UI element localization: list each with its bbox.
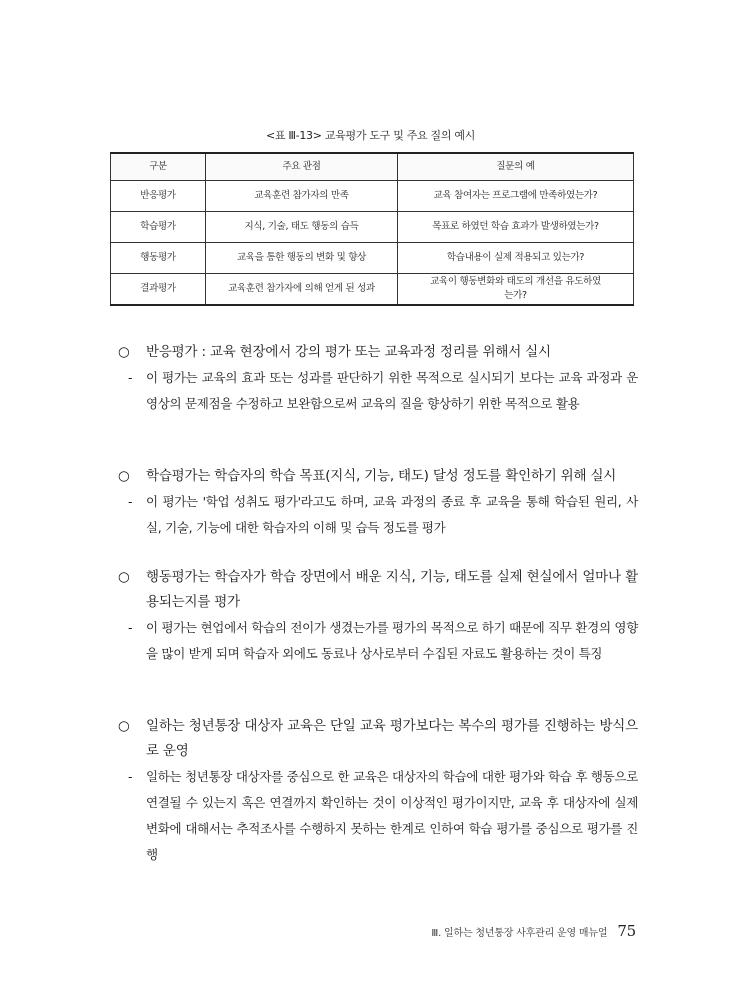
section-behavior-evaluation [118,565,638,667]
bullet-text: 행동평가는 학습자가 학습 장면에서 배운 지식, 기능, 태도를 실제 현실에서 얼마나 활용되는지를 평가 [146,569,638,610]
dash-marker: - [128,494,133,509]
section-detail [118,764,638,868]
table-header-cell: 주요 관점 [206,153,398,181]
table-caption: <표 Ⅲ-13> 교육평가 도구 및 주요 질의 예시 [265,129,476,142]
section-bullet [118,340,638,365]
table-row [111,212,634,243]
table-row [111,181,634,212]
page-footer [431,922,636,940]
circle-bullet-icon: ○ [118,468,130,484]
table-cell: 교육훈련 참가자에 의해 얻게 된 성과 [206,274,398,306]
table-cell: 교육훈련 참가자의 만족 [206,181,398,212]
section-bullet [118,464,638,489]
circle-bullet-icon: ○ [118,569,130,585]
bullet-text: 반응평가 : 교육 현장에서 강의 평가 또는 교육과정 정리를 위해서 실시 [146,344,551,360]
section-bullet [118,565,638,615]
circle-bullet-icon: ○ [118,344,130,360]
table-cell: 행동평가 [111,243,206,274]
table-cell: 교육이 행동변화와 태도의 개선을 유도하였는가? [398,274,634,306]
section-detail [118,489,638,541]
table-header-cell: 구분 [111,153,206,181]
section-youth-account-evaluation [118,714,638,868]
table-cell: 목표로 하였던 학습 효과가 발생하였는가? [398,212,634,243]
table-cell: 반응평가 [111,181,206,212]
section-detail [118,365,638,417]
table-cell: 학습내용이 실제 적용되고 있는가? [398,243,634,274]
table-cell: 교육을 통한 행동의 변화 및 향상 [206,243,398,274]
detail-text: 이 평가는 교육의 효과 또는 성과를 판단하기 위한 목적으로 실시되기 보다는 교육 과정과 운영상의 문제점을 수정하고 보완함으로써 교육의 질을 향상하기 위한 목적으로 활용 [146,370,638,411]
page-number: 75 [617,922,636,940]
table-header-cell: 질문의 예 [398,153,634,181]
section-reaction-evaluation [118,340,638,417]
table-row [111,243,634,274]
table-row [111,274,634,306]
evaluation-table [110,152,634,306]
section-detail [118,615,638,667]
table-header-row [111,153,634,181]
bullet-text: 일하는 청년통장 대상자 교육은 단일 교육 평가보다는 복수의 평가를 진행하는 방식으로 운영 [146,718,638,759]
dash-marker: - [128,620,133,635]
detail-text: 이 평가는 '학업 성취도 평가'라고도 하며, 교육 과정의 종료 후 교육을 통해 학습된 원리, 사실, 기술, 기능에 대한 학습자의 이해 및 습득 정도를 평가 [146,494,638,535]
table-cell: 결과평가 [111,274,206,306]
table-cell: 교육 참여자는 프로그램에 만족하였는가? [398,181,634,212]
bullet-text: 학습평가는 학습자의 학습 목표(지식, 기능, 태도) 달성 정도를 확인하기 위해 실시 [146,468,617,484]
dash-marker: - [128,769,133,784]
table-cell: 지식, 기술, 태도 행동의 습득 [206,212,398,243]
circle-bullet-icon: ○ [118,718,130,734]
detail-text: 이 평가는 현업에서 학습의 전이가 생겼는가를 평가의 목적으로 하기 때문에 직무 환경의 영향을 많이 받게 되며 학습자 외에도 동료나 상사로부터 수집된 자료도 활용하는 것이 특징 [146,620,638,661]
section-learning-evaluation [118,464,638,541]
table-cell: 학습평가 [111,212,206,243]
detail-text: 일하는 청년통장 대상자를 중심으로 한 교육은 대상자의 학습에 대한 평가와 학습 후 행동으로 연결될 수 있는지 혹은 연결까지 확인하는 것이 이상적인 평가이지만, 교육 후 대상자에 실제 변화에 대해서는 추적조사를 수행하지 못하는 한계로 인하여 학습 평가를 중심으로 평가를 진행 [146,769,638,862]
dash-marker: - [128,370,133,385]
section-bullet [118,714,638,764]
footer-chapter-title: Ⅲ. 일하는 청년통장 사후관리 운영 매뉴얼 [431,928,608,939]
